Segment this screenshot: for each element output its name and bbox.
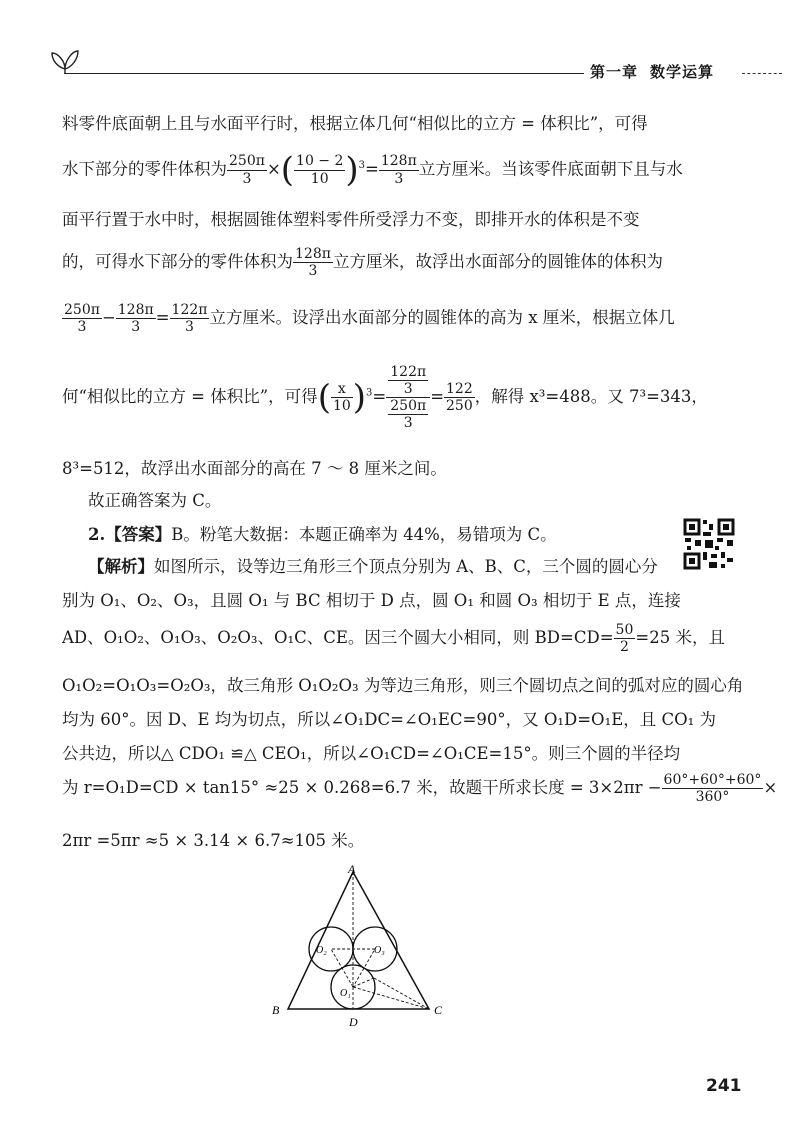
header-rule [64,73,584,74]
label-c: C [434,1003,443,1017]
text-line: 2πr =5πr ≈5 × 3.14 × 6.7≈105 米。 [62,831,365,850]
text-line: 为 r=O₁D=CD × tan15° ≈25 × 0.268=6.7 米，故题干所求长度 = 3×2πr − $\frac{60^\circ+60^\circ+60^\circ}{360^\circ}$ × [62,772,778,806]
text-line: 何“相似比的立方 = 体积比”，可得( $\frac{x}{10}$ )$^3$= $\frac{\frac{122\pi}{3}}{\frac{250\pi}{3}}$ = $\frac{122}{250}$ ，解得 x³=488。又 7³=343， [62,364,708,432]
compound-fraction: $\frac{\frac{122\pi}{3}}{\frac{250\pi}{3}}$ [386,364,430,431]
fraction: $\frac{128\pi}{3}$ [380,153,417,187]
label-a: A [348,862,356,876]
triangle-circles-figure [262,862,462,1037]
chapter-number: 第一章 [590,63,639,81]
page-number: 241 [706,1076,742,1096]
text-line: 故正确答案为 C。 [88,491,222,510]
chapter-header [590,61,714,82]
text-line: 别为 O₁、O₂、O₃，且圆 O₁ 与 BC 相切于 D 点，圆 O₁ 和圆 O₃ 相切于 E 点，连接 [62,591,681,610]
text-line: $\frac{250\pi}{3}$ − $\frac{128\pi}{3}$ = $\frac{122\pi}{3}$ 立方厘米。设浮出水面部分的圆锥体的高为 x 厘米，根据立体几 [64,302,675,336]
segment-o1e [353,978,374,987]
text-line: 【解析】如图所示，设等边三角形三个顶点分别为 A、B、C，三个圆的圆心分 [88,557,658,576]
fraction: $\frac{250\pi}{3}$ [229,153,265,187]
text-line: 料零件底面朝上且与水面平行时，根据立体几何“相似比的立方 = 体积比”，可得 [62,114,648,133]
text-line: 8³=512，故浮出水面部分的高在 7 ～ 8 厘米之间。 [62,459,447,478]
text-line: AD、O₁O₂、O₁O₃、O₂O₃、O₁C、CE。因三个圆大小相同，则 BD=CD= $\frac{50}{2}$ =25 米，且 [62,622,725,656]
text-line: 均为 60°。因 D、E 均为切点，所以∠O₁DC=∠O₁EC=90°，又 O₁D=O₁E，且 CO₁ 为 [62,710,716,729]
text-line: 的，可得水下部分的零件体积为 $\frac{128\pi}{3}$ 立方厘米，故浮出水面部分的圆锥体的体积为 [62,246,663,280]
label-b: B [272,1003,280,1017]
fraction: $\frac{10 - 2}{10}$ [296,153,344,187]
text-line: O₁O₂=O₁O₃=O₂O₃，故三角形 O₁O₂O₃ 为等边三角形，则三个圆切点之间的弧对应的圆心角 [62,676,744,695]
label-o1: O₁ [340,988,351,999]
chapter-title: 数学运算 [650,63,715,81]
label-d: D [349,1015,358,1029]
label-o2: O₂ [316,945,327,956]
text-line: 面平行置于水中时，根据圆锥体塑料零件所受浮力不变，即排开水的体积是不变 [62,210,640,229]
header-dash [742,73,782,74]
text-line: 2.【答案】B。粉笔大数据：本题正确率为 44%，易错项为 C。 [88,525,557,544]
text-line: 水下部分的零件体积为 $\frac{250\pi}{3}$ ×( $\frac{10 - 2}{10}$ )$^3$= $\frac{128\pi}{3}$ 立方厘米。当该零件底面朝下且与水 [62,150,683,190]
text-line: 公共边，所以△ CDO₁ ≌△ CEO₁，所以∠O₁CD=∠O₁CE=15°。则三个圆的半径均 [62,744,681,763]
label-o3: O₃ [374,945,385,956]
qr-code-icon [683,518,735,570]
leaf-icon [50,47,80,73]
fraction: $\frac{128\pi}{3}$ [295,246,331,280]
